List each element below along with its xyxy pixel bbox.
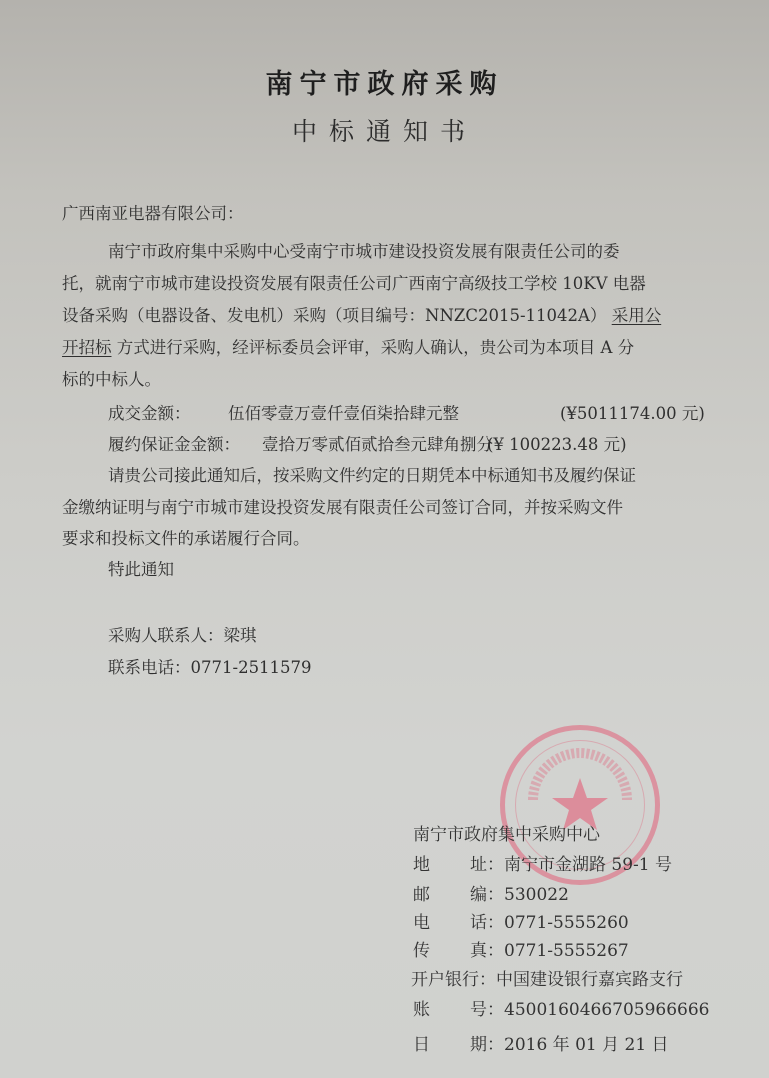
issuer-fax-label-a: 传 <box>413 941 430 961</box>
issuer-bank <box>411 965 683 990</box>
contact-person-label: 采购人联系人： <box>108 626 224 645</box>
contact-phone-number: 0771-2511579 <box>190 658 312 677</box>
paragraph1-line1: 南宁市政府集中采购中心受南宁市城市建设投资发展有限责任公司的委 <box>108 242 620 261</box>
bond-amount-label: 履约保证金金额： <box>108 435 240 454</box>
paragraph2-line2: 金缴纳证明与南宁市城市建设投资发展有限责任公司签订合同，并按采购文件 <box>62 498 623 517</box>
procurement-method-underlined: 采用公 <box>611 306 662 325</box>
issuer-fax-label-b: 真： <box>470 941 504 961</box>
issuer-phone-value: 0771-5555260 <box>504 913 629 933</box>
closing-text: 特此通知 <box>108 560 174 579</box>
issuer-postcode-label-b: 编： <box>470 885 504 905</box>
paragraph1-line5: 标的中标人。 <box>62 370 161 389</box>
paragraph1-line4 <box>62 334 634 358</box>
issuer-postcode <box>470 880 569 905</box>
contact-person <box>108 622 257 646</box>
issuer-address-label-b: 址： <box>470 855 504 875</box>
paragraph1-line3-text: 设备采购（电器设备、发电机）采购（项目编号：NNZC2015-11042A） <box>62 306 607 325</box>
issuer-account-label-b: 号： <box>470 1000 504 1020</box>
deal-amount-number: (¥5011174.00 元) <box>560 404 705 423</box>
issuer-bank-value: 中国建设银行嘉宾路支行 <box>496 970 683 990</box>
issuer-account <box>470 995 710 1020</box>
issuer-postcode-label-a: 邮 <box>413 885 430 905</box>
issuer-date-value: 2016 年 01 月 21 日 <box>504 1035 669 1055</box>
issuer-date-label-a: 日 <box>413 1035 430 1055</box>
paragraph1-line3 <box>62 302 661 326</box>
document-title: 南宁市政府采购 <box>265 69 504 100</box>
bond-amount-words: 壹拾万零贰佰贰拾叁元肆角捌分 <box>262 435 493 454</box>
issuer-phone-label-b: 话： <box>470 913 504 933</box>
issuer-name: 南宁市政府集中采购中心 <box>413 825 600 845</box>
paragraph2-line1: 请贵公司接此通知后，按采购文件约定的日期凭本中标通知书及履约保证 <box>108 466 636 485</box>
paragraph2-line3: 要求和投标文件的承诺履行合同。 <box>62 529 310 548</box>
contact-phone-label: 联系电话： <box>108 658 191 677</box>
contact-person-name: 梁琪 <box>223 626 257 645</box>
issuer-postcode-value: 530022 <box>504 885 569 905</box>
paragraph1-line2: 托，就南宁市城市建设投资发展有限责任公司广西南宁高级技工学校 10KV 电器 <box>62 274 646 293</box>
issuer-fax-value: 0771-5555267 <box>504 941 629 961</box>
issuer-fax <box>470 936 629 961</box>
issuer-phone-label-a: 电 <box>413 913 430 933</box>
issuer-address <box>470 850 672 875</box>
deal-amount-words: 伍佰零壹万壹仟壹佰柒拾肆元整 <box>228 404 459 423</box>
issuer-account-label-a: 账 <box>413 1000 430 1020</box>
issuer-account-value: 4500160466705966666 <box>504 1000 710 1020</box>
issuer-date <box>470 1030 669 1055</box>
document-subtitle: 中标通知书 <box>291 117 477 146</box>
issuer-bank-label-b: ： <box>479 970 496 990</box>
issuer-bank-label-a: 开户银行 <box>411 970 479 990</box>
contact-phone <box>108 654 312 678</box>
issuer-address-value: 南宁市金湖路 59-1 号 <box>504 855 672 875</box>
paragraph1-line4-text: 方式进行采购，经评标委员会评审，采购人确认，贵公司为本项目 A 分 <box>111 338 635 357</box>
recipient: 广西南亚电器有限公司： <box>62 204 244 223</box>
issuer-address-label-a: 地 <box>413 855 430 875</box>
procurement-method-underlined-cont: 开招标 <box>62 338 112 357</box>
issuer-phone <box>470 908 629 933</box>
deal-amount-label: 成交金额： <box>108 404 191 423</box>
issuer-date-label-b: 期： <box>470 1035 504 1055</box>
bond-amount-number: (¥ 100223.48 元) <box>487 435 627 454</box>
